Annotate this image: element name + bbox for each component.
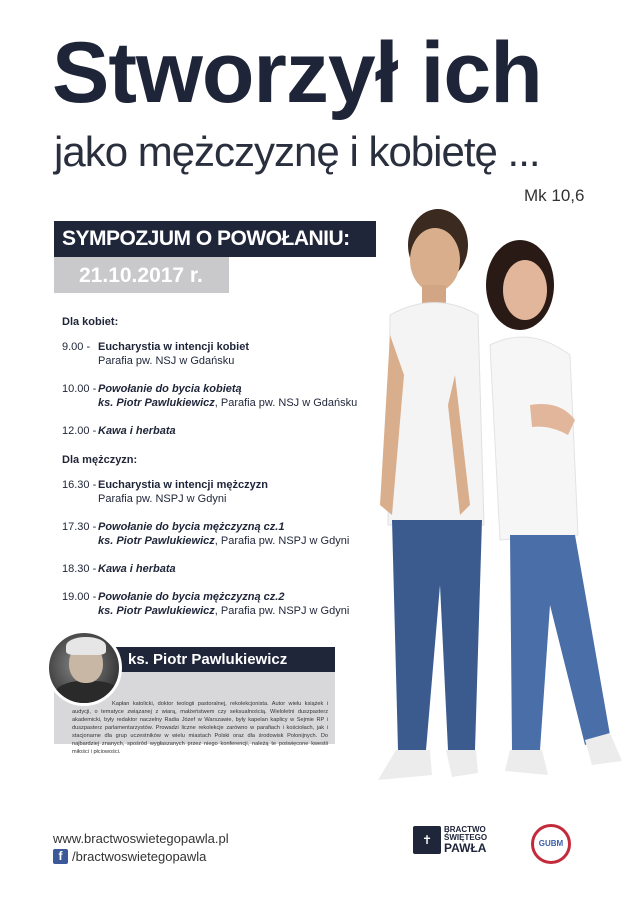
poster-title: Stworzył ich [52, 25, 542, 121]
website-link[interactable]: www.bractwoswietegopawla.pl [53, 831, 229, 846]
schedule-title: Powołanie do bycia kobietą [98, 383, 242, 395]
facebook-icon: f [53, 849, 68, 864]
woman-figure [486, 240, 622, 775]
speaker-bio-text: Kapłan katolicki, doktor teologii pastoralnej, rekolekcjonista. Autor wielu książek i audycji, o tematyce związanej z wiarą, małżeństwem czy seksualnością. Wieloletni duszpasterz akademicki, były redaktor naczelny Radia Józef w Warszawie, były kapelan kaplicy w Sejmie RP i duszpasterz parlamentarzystów. Prowadzi liczne rekolekcje zarówno w parafiach i kościołach, jak i stacjonarne dla grup uczestników w wielu miastach Polski oraz dla środowisk Polonijnych. Do najbardziej znanych, spośród wygłaszanych przez niego konferencji, należą te poświęcone kwestii miłości i płciowości. [72, 701, 328, 755]
schedule-time: 18.30 - [62, 563, 97, 575]
man-figure [378, 209, 484, 780]
facebook-handle: /bractwoswietegopawla [72, 849, 207, 864]
couple-photo [360, 205, 635, 805]
schedule-row [62, 478, 382, 506]
schedule-row [62, 424, 382, 438]
schedule-time: 17.30 - [62, 521, 97, 533]
speaker-photo [46, 630, 122, 706]
poster-subtitle: jako mężczyznę i kobietę ... [54, 128, 540, 175]
schedule-row [62, 382, 382, 410]
schedule-time: 16.30 - [62, 479, 97, 491]
schedule-row [62, 590, 382, 618]
bible-reference: Mk 10,6 [524, 186, 585, 205]
schedule-title: Kawa i herbata [98, 563, 176, 575]
schedule-speaker: ks. Piotr Pawlukiewicz [98, 535, 215, 547]
speaker-name: ks. Piotr Pawlukiewicz [110, 647, 335, 672]
schedule-row [62, 562, 382, 576]
group-title-women: Dla kobiet: [62, 316, 119, 328]
schedule-speaker: ks. Piotr Pawlukiewicz [98, 605, 215, 617]
schedule-detail: Parafia pw. NSPJ w Gdyni [98, 493, 227, 505]
schedule-time: 9.00 - [62, 341, 91, 353]
event-date: 21.10.2017 r. [54, 257, 229, 293]
schedule-time: 10.00 - [62, 383, 97, 395]
schedule-detail: , Parafia pw. NSPJ w Gdyni [214, 605, 350, 617]
book-cross-icon: ✝ [413, 826, 441, 854]
schedule-detail: , Parafia pw. NSJ w Gdańsku [214, 397, 358, 409]
schedule-title: Eucharystia w intencji kobiet [98, 341, 249, 353]
schedule-speaker: ks. Piotr Pawlukiewicz [98, 397, 215, 409]
schedule-title: Powołanie do bycia mężczyzną cz.1 [98, 521, 285, 533]
program-schedule [62, 316, 382, 632]
schedule-row [62, 520, 382, 548]
program-men [62, 454, 382, 618]
schedule-title: Eucharystia w intencji mężczyzn [98, 479, 268, 491]
symposium-banner: SYMPOZJUM O POWOŁANIU: [54, 221, 376, 257]
group-title-men: Dla mężczyzn: [62, 454, 138, 466]
schedule-detail: , Parafia pw. NSPJ w Gdyni [214, 535, 350, 547]
schedule-time: 19.00 - [62, 591, 97, 603]
schedule-title: Kawa i herbata [98, 425, 176, 437]
schedule-row [62, 340, 382, 368]
gubm-logo: GUBM [531, 824, 571, 864]
schedule-title: Powołanie do bycia mężczyzną cz.2 [98, 591, 285, 603]
program-women [62, 316, 382, 438]
bractwo-logo: ✝ BRACTWO ŚWIĘTEGO PAWŁA [413, 826, 487, 854]
schedule-detail: Parafia pw. NSJ w Gdańsku [98, 355, 235, 367]
facebook-link[interactable] [53, 849, 206, 864]
schedule-time: 12.00 - [62, 425, 97, 437]
